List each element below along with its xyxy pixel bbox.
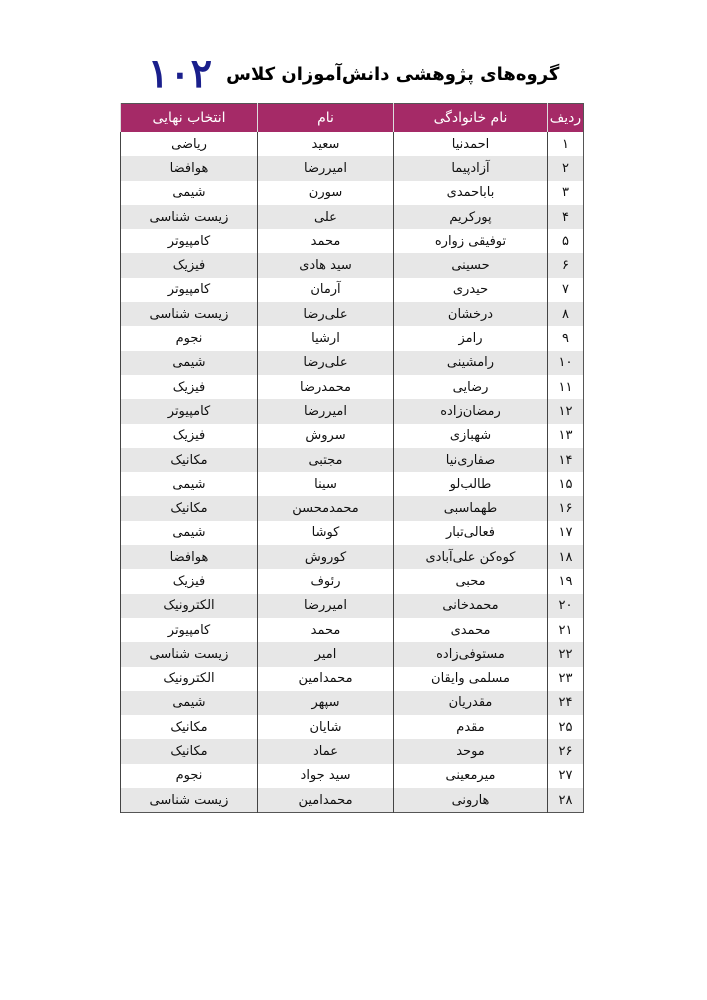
row-number-cell: ۱۱ — [548, 375, 584, 399]
final-choice-cell: شیمی — [121, 472, 258, 496]
last-name-cell: طهماسبی — [394, 496, 548, 520]
row-number-cell: ۱ — [548, 132, 584, 156]
table-row — [121, 424, 584, 448]
first-name-cell: محمد — [258, 618, 394, 642]
row-number-cell: ۱۰ — [548, 351, 584, 375]
row-number-cell: ۲۳ — [548, 667, 584, 691]
row-number-cell: ۲۶ — [548, 739, 584, 763]
first-name-cell: سینا — [258, 472, 394, 496]
last-name-cell: رضایی — [394, 375, 548, 399]
header-first-name: نام — [258, 104, 394, 133]
row-number-cell: ۲۲ — [548, 642, 584, 666]
last-name-cell: میرمعینی — [394, 764, 548, 788]
student-groups-table — [120, 103, 584, 813]
final-choice-cell: مکانیک — [121, 448, 258, 472]
last-name-cell: رمضان‌زاده — [394, 399, 548, 423]
table-row — [121, 399, 584, 423]
row-number-cell: ۱۵ — [548, 472, 584, 496]
last-name-cell: رامز — [394, 326, 548, 350]
final-choice-cell: الکترونیک — [121, 594, 258, 618]
first-name-cell: علی‌رضا — [258, 351, 394, 375]
class-number: ۱۰۲ — [147, 50, 213, 97]
final-choice-cell: ریاضی — [121, 132, 258, 156]
row-number-cell: ۲۸ — [548, 788, 584, 813]
table-row — [121, 739, 584, 763]
last-name-cell: فعالی‌تبار — [394, 521, 548, 545]
final-choice-cell: فیزیک — [121, 253, 258, 277]
row-number-cell: ۳ — [548, 181, 584, 205]
table-row — [121, 205, 584, 229]
first-name-cell: امیررضا — [258, 594, 394, 618]
page-title — [0, 44, 707, 104]
table-row — [121, 715, 584, 739]
row-number-cell: ۲۰ — [548, 594, 584, 618]
table-row — [121, 521, 584, 545]
table-row — [121, 569, 584, 593]
first-name-cell: علی — [258, 205, 394, 229]
table-row — [121, 278, 584, 302]
final-choice-cell: کامپیوتر — [121, 229, 258, 253]
final-choice-cell: الکترونیک — [121, 667, 258, 691]
first-name-cell: سروش — [258, 424, 394, 448]
header-last-name: نام خانوادگی — [394, 104, 548, 133]
table-row — [121, 788, 584, 813]
final-choice-cell: کامپیوتر — [121, 399, 258, 423]
final-choice-cell: شیمی — [121, 351, 258, 375]
table-row — [121, 302, 584, 326]
final-choice-cell: فیزیک — [121, 569, 258, 593]
row-number-cell: ۹ — [548, 326, 584, 350]
table-row — [121, 448, 584, 472]
first-name-cell: امیر — [258, 642, 394, 666]
row-number-cell: ۱۸ — [548, 545, 584, 569]
final-choice-cell: هوافضا — [121, 156, 258, 180]
first-name-cell: علی‌رضا — [258, 302, 394, 326]
row-number-cell: ۲۴ — [548, 691, 584, 715]
final-choice-cell: مکانیک — [121, 496, 258, 520]
first-name-cell: محمدامین — [258, 788, 394, 813]
first-name-cell: آرمان — [258, 278, 394, 302]
final-choice-cell: زیست شناسی — [121, 788, 258, 813]
row-number-cell: ۱۶ — [548, 496, 584, 520]
final-choice-cell: نجوم — [121, 326, 258, 350]
last-name-cell: باباحمدی — [394, 181, 548, 205]
last-name-cell: احمدنیا — [394, 132, 548, 156]
table-row — [121, 156, 584, 180]
row-number-cell: ۲۷ — [548, 764, 584, 788]
last-name-cell: موحد — [394, 739, 548, 763]
table-row — [121, 181, 584, 205]
table-row — [121, 351, 584, 375]
row-number-cell: ۸ — [548, 302, 584, 326]
row-number-cell: ۶ — [548, 253, 584, 277]
table-row — [121, 229, 584, 253]
last-name-cell: پورکریم — [394, 205, 548, 229]
table-row — [121, 594, 584, 618]
last-name-cell: محبی — [394, 569, 548, 593]
first-name-cell: محمد — [258, 229, 394, 253]
table-row — [121, 326, 584, 350]
table-row — [121, 691, 584, 715]
last-name-cell: کوه‌کن علی‌آبادی — [394, 545, 548, 569]
row-number-cell: ۱۲ — [548, 399, 584, 423]
final-choice-cell: نجوم — [121, 764, 258, 788]
first-name-cell: عماد — [258, 739, 394, 763]
last-name-cell: مقدریان — [394, 691, 548, 715]
final-choice-cell: فیزیک — [121, 375, 258, 399]
first-name-cell: رئوف — [258, 569, 394, 593]
table-row — [121, 375, 584, 399]
first-name-cell: محمدرضا — [258, 375, 394, 399]
row-number-cell: ۲۱ — [548, 618, 584, 642]
final-choice-cell: کامپیوتر — [121, 618, 258, 642]
last-name-cell: توفیقی زواره — [394, 229, 548, 253]
first-name-cell: کوروش — [258, 545, 394, 569]
first-name-cell: سورن — [258, 181, 394, 205]
table-row — [121, 642, 584, 666]
table-row — [121, 667, 584, 691]
first-name-cell: سعید — [258, 132, 394, 156]
row-number-cell: ۱۳ — [548, 424, 584, 448]
header-row-number: ردیف — [548, 104, 584, 133]
first-name-cell: شایان — [258, 715, 394, 739]
first-name-cell: ارشیا — [258, 326, 394, 350]
table-row — [121, 545, 584, 569]
last-name-cell: مسلمی وایقان — [394, 667, 548, 691]
last-name-cell: شهبازی — [394, 424, 548, 448]
first-name-cell: محمدمحسن — [258, 496, 394, 520]
first-name-cell: سید جواد — [258, 764, 394, 788]
final-choice-cell: شیمی — [121, 181, 258, 205]
last-name-cell: هارونی — [394, 788, 548, 813]
last-name-cell: صفاری‌نیا — [394, 448, 548, 472]
last-name-cell: محمدخانی — [394, 594, 548, 618]
table-row — [121, 132, 584, 156]
table-row — [121, 253, 584, 277]
table-header-row — [121, 104, 584, 133]
row-number-cell: ۱۷ — [548, 521, 584, 545]
first-name-cell: سپهر — [258, 691, 394, 715]
row-number-cell: ۲ — [548, 156, 584, 180]
first-name-cell: سید هادی — [258, 253, 394, 277]
last-name-cell: درخشان — [394, 302, 548, 326]
last-name-cell: حسینی — [394, 253, 548, 277]
last-name-cell: مقدم — [394, 715, 548, 739]
first-name-cell: محمدامین — [258, 667, 394, 691]
last-name-cell: محمدی — [394, 618, 548, 642]
first-name-cell: امیررضا — [258, 156, 394, 180]
row-number-cell: ۵ — [548, 229, 584, 253]
row-number-cell: ۱۹ — [548, 569, 584, 593]
last-name-cell: مستوفی‌زاده — [394, 642, 548, 666]
header-final-choice: انتخاب نهایی — [121, 104, 258, 133]
final-choice-cell: کامپیوتر — [121, 278, 258, 302]
final-choice-cell: هوافضا — [121, 545, 258, 569]
final-choice-cell: شیمی — [121, 521, 258, 545]
row-number-cell: ۲۵ — [548, 715, 584, 739]
first-name-cell: مجتبی — [258, 448, 394, 472]
title-text: گروه‌های پژوهشی دانش‌آموزان کلاس — [226, 63, 560, 85]
row-number-cell: ۱۴ — [548, 448, 584, 472]
table-row — [121, 764, 584, 788]
first-name-cell: کوشا — [258, 521, 394, 545]
final-choice-cell: مکانیک — [121, 739, 258, 763]
final-choice-cell: زیست شناسی — [121, 205, 258, 229]
first-name-cell: امیررضا — [258, 399, 394, 423]
last-name-cell: حیدری — [394, 278, 548, 302]
table-row — [121, 618, 584, 642]
row-number-cell: ۴ — [548, 205, 584, 229]
final-choice-cell: زیست شناسی — [121, 642, 258, 666]
table-row — [121, 472, 584, 496]
final-choice-cell: فیزیک — [121, 424, 258, 448]
table-row — [121, 496, 584, 520]
last-name-cell: رامشینی — [394, 351, 548, 375]
row-number-cell: ۷ — [548, 278, 584, 302]
last-name-cell: طالب‌لو — [394, 472, 548, 496]
final-choice-cell: زیست شناسی — [121, 302, 258, 326]
final-choice-cell: شیمی — [121, 691, 258, 715]
final-choice-cell: مکانیک — [121, 715, 258, 739]
last-name-cell: آزادپیما — [394, 156, 548, 180]
